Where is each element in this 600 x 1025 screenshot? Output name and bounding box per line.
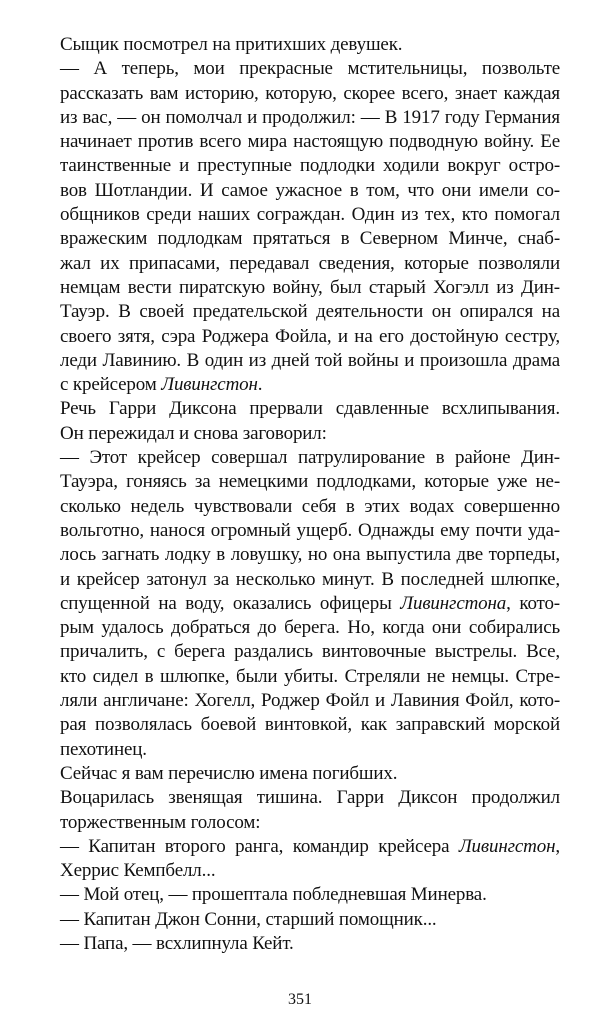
page-number: 351 [288,991,312,1008]
text-run: с крейсером [60,374,162,396]
text-line: вов Шотландии. И самое ужасное в том, что они имели со- [60,179,560,201]
text-line: немцам вести пиратскую войну, был старый Хогэлл из Дин- [60,276,560,298]
text-line: лось загнать лодку в ловушку, но она выпустила две торпеды, [60,544,560,566]
text-line: жал их припасами, передавал сведения, которые позволяли [60,252,560,274]
italic-ship-name: Ливингстон [458,835,556,857]
text-line [60,373,560,397]
text-line: пехотинец. [60,738,147,760]
text-line: причалить, с берега раздались винтовочные выстрелы. Все, [60,641,560,663]
text-line: и крейсер затонул за несколько минут. В последней шлюпке, [60,568,560,590]
body-text [60,33,560,956]
text-line: Речь Гарри Диксона прервали сдавленные всхлипывания. [60,398,560,420]
text-line: — Этот крейсер совершал патрулирование в районе Дин- [60,447,560,469]
text-line: рым удалось добраться до берега. Но, когда они собирались [60,617,560,639]
text-line: Он пережидал и снова заговорил: [60,422,327,444]
text-line: Сейчас я вам перечислю имена погибших. [60,762,398,784]
text-line: рая позволялась боевой винтовкой, как заправский морской [60,714,560,736]
text-line: — Мой отец, — прошептала побледневшая Минерва. [60,884,487,906]
text-run: , [555,835,560,857]
text-line [60,835,560,859]
text-line: вражеским подлодкам прятаться в Северном Минче, снаб- [60,228,560,250]
text-line: рассказать вам историю, которую, скорее всего, знает каждая [60,82,560,104]
text-line: из вас, — он помолчал и продолжил: — В 1917 году Германия [60,106,560,128]
italic-ship-name: Ливингстон [161,374,258,396]
text-line: вольготно, нанося огромный ущерб. Однажды ему почти уда- [60,519,560,541]
text-line: — А теперь, мои прекрасные мстительницы, позвольте [60,58,560,80]
text-line: сколько недель чувствовали себя в этих водах совершенно [60,495,560,517]
text-line: — Капитан Джон Сонни, старший помощник... [60,908,437,930]
text-run: спущенной на воду, оказались офицеры [60,592,401,614]
text-line: торжественным голосом: [60,811,261,833]
text-line [60,592,560,616]
text-line: Херрис Кемпбелл... [60,860,216,882]
text-run: — Капитан второго ранга, командир крейсера [60,835,459,857]
text-line: таинственные и преступные подлодки ходили вокруг остро- [60,155,560,177]
text-line: Тауэра, гоняясь за немецкими подлодками, которые уже не- [60,471,560,493]
text-line: ляли англичане: Хогелл, Роджер Фойл и Лавиния Фойл, кото- [60,690,560,712]
italic-ship-name: Ливингстона [400,592,507,614]
text-line: Воцарилась звенящая тишина. Гарри Диксон продолжил [60,787,560,809]
text-run: . [257,374,263,396]
text-line: кто сидел в шлюпке, были убиты. Стреляли не немцы. Стре- [60,665,560,687]
text-line: своего зятя, сэра Роджера Фойла, и на его достойную сестру, [60,325,560,347]
text-line: — Папа, — всхлипнула Кейт. [60,932,294,954]
text-line: леди Лавинию. В один из дней той войны и произошла драма [60,349,560,371]
text-run: , кото- [506,592,560,614]
text-line: начинает против всего мира настоящую подводную войну. Ее [60,131,560,153]
text-line: общников среди наших сограждан. Один из тех, кто помогал [60,204,560,226]
text-line: Сыщик посмотрел на притихших девушек. [60,34,403,55]
text-line: Тауэр. В своей предательской деятельности он опирался на [60,301,560,323]
